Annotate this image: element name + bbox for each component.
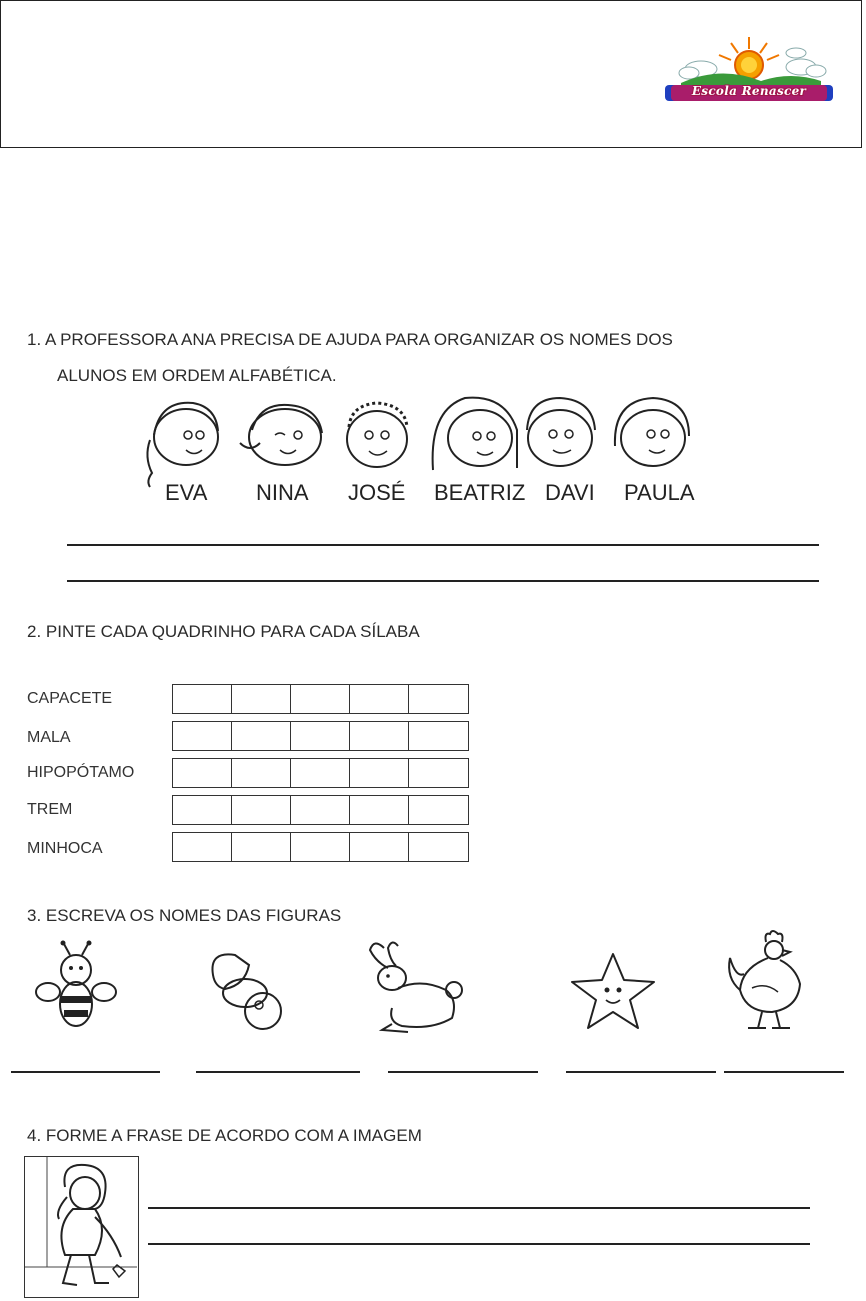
answer-line-q4-1[interactable] xyxy=(148,1207,810,1209)
bee-icon xyxy=(34,940,119,1035)
child-face-eva-icon xyxy=(138,395,223,490)
syllable-box[interactable] xyxy=(173,685,232,713)
child-face-jose-icon xyxy=(335,395,420,475)
syllable-box[interactable] xyxy=(232,722,291,750)
syllable-box[interactable] xyxy=(173,833,232,861)
answer-line-q4-2[interactable] xyxy=(148,1243,810,1245)
rabbit-icon xyxy=(362,938,472,1038)
syllable-box[interactable] xyxy=(232,833,291,861)
syllable-box[interactable] xyxy=(232,759,291,787)
syllable-box[interactable] xyxy=(409,759,468,787)
syllable-box[interactable] xyxy=(173,796,232,824)
rooster-icon xyxy=(722,928,817,1033)
header-box xyxy=(0,0,862,148)
q3-title: 3. ESCREVA OS NOMES DAS FIGURAS xyxy=(27,906,342,925)
child-face-davi-icon xyxy=(515,390,605,475)
answer-line-figure-4[interactable] xyxy=(566,1071,716,1073)
syllable-box[interactable] xyxy=(291,685,350,713)
syllable-box[interactable] xyxy=(409,722,468,750)
syllable-box[interactable] xyxy=(350,759,409,787)
syllable-box[interactable] xyxy=(409,833,468,861)
syllable-box[interactable] xyxy=(173,722,232,750)
syllable-box[interactable] xyxy=(350,722,409,750)
answer-line-q1-2[interactable] xyxy=(67,580,819,582)
pacifier-icon xyxy=(205,945,290,1035)
syllable-grid-4 xyxy=(172,795,469,825)
star-icon xyxy=(568,950,658,1030)
q1-line1: 1. A PROFESSORA ANA PRECISA DE AJUDA PARA ORGANIZAR OS NOMES DOS xyxy=(27,330,673,349)
answer-line-figure-3[interactable] xyxy=(388,1071,538,1073)
child-face-nina-icon xyxy=(230,395,330,475)
answer-line-figure-2[interactable] xyxy=(196,1071,360,1073)
child-name-davi: DAVI xyxy=(545,480,595,505)
syllable-box[interactable] xyxy=(232,796,291,824)
syllable-box[interactable] xyxy=(173,759,232,787)
syllable-grid-1 xyxy=(172,684,469,714)
syllable-box[interactable] xyxy=(291,722,350,750)
syllable-word-1: CAPACETE xyxy=(27,690,113,707)
syllable-word-3: HIPOPÓTAMO xyxy=(27,764,135,781)
syllable-box[interactable] xyxy=(291,759,350,787)
syllable-box[interactable] xyxy=(291,833,350,861)
child-name-nina: NINA xyxy=(256,480,309,505)
child-face-paula-icon xyxy=(605,390,695,475)
child-name-eva: EVA xyxy=(165,480,208,505)
girl-picture-frame xyxy=(24,1156,139,1298)
syllable-grid-2 xyxy=(172,721,469,751)
answer-line-figure-1[interactable] xyxy=(11,1071,160,1073)
syllable-box[interactable] xyxy=(409,685,468,713)
child-face-beatriz-icon xyxy=(425,390,520,480)
syllable-word-5: MINHOCA xyxy=(27,840,103,857)
answer-line-q1-1[interactable] xyxy=(67,544,819,546)
syllable-box[interactable] xyxy=(409,796,468,824)
girl-picking-flower-icon xyxy=(25,1157,137,1295)
syllable-box[interactable] xyxy=(350,685,409,713)
child-name-beatriz: BEATRIZ xyxy=(434,480,526,505)
logo-text: Escola Renascer xyxy=(691,84,807,98)
child-name-jose: JOSÉ xyxy=(348,480,406,505)
q1-line2: ALUNOS EM ORDEM ALFABÉTICA. xyxy=(57,366,337,385)
syllable-word-4: TREM xyxy=(27,801,73,818)
answer-line-figure-5[interactable] xyxy=(724,1071,844,1073)
syllable-box[interactable] xyxy=(291,796,350,824)
child-name-paula: PAULA xyxy=(624,480,695,505)
syllable-box[interactable] xyxy=(350,796,409,824)
syllable-word-2: MALA xyxy=(27,729,71,746)
syllable-box[interactable] xyxy=(232,685,291,713)
q4-title: 4. FORME A FRASE DE ACORDO COM A IMAGEM xyxy=(27,1126,422,1145)
syllable-box[interactable] xyxy=(350,833,409,861)
q2-title: 2. PINTE CADA QUADRINHO PARA CADA SÍLABA xyxy=(27,622,420,641)
syllable-grid-5 xyxy=(172,832,469,862)
syllable-grid-3 xyxy=(172,758,469,788)
